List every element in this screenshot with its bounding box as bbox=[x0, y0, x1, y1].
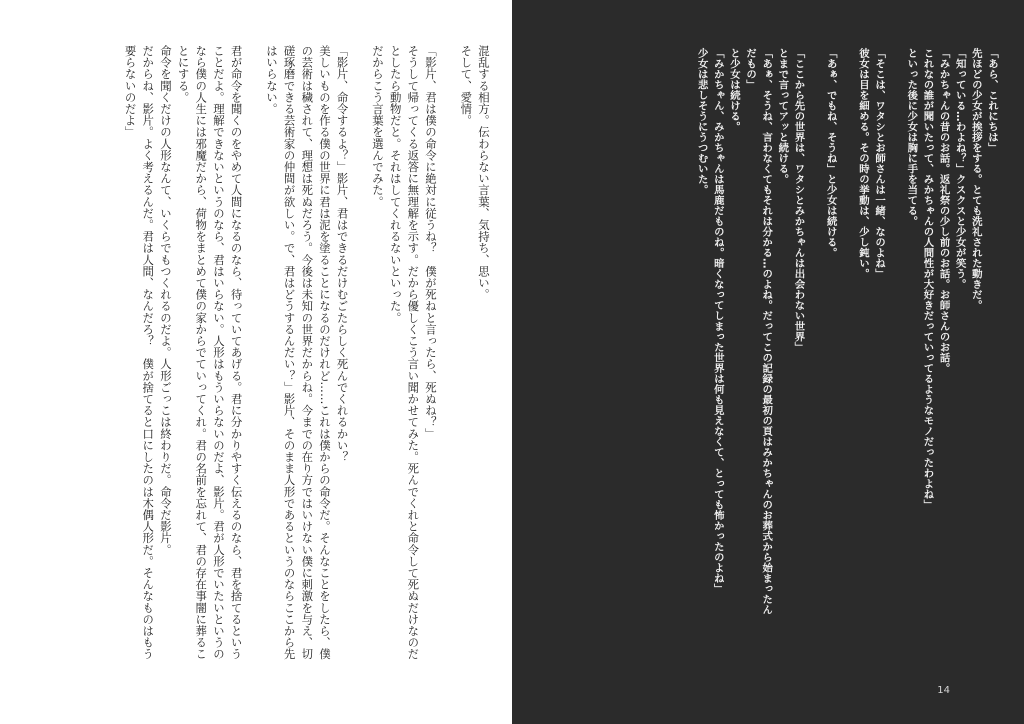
page-number: 14 bbox=[937, 685, 950, 696]
left-page-paragraph: 混乱する相方。伝わらない言葉、気持ち、思い。 bbox=[477, 45, 491, 301]
left-page-paragraph: そうして帰ってくる返答に無理解を示す。だから優しくこう言い聞かせてみた。死んでくれと命令して死ぬだけなのだとしたら動物だと。それはしてくれるないといった。 bbox=[388, 45, 421, 660]
right-page bbox=[512, 0, 1024, 724]
right-page-paragraph: 「みかちゃんの昔のお話。返礼祭の少し前のお話。お師さんのお話。 bbox=[937, 48, 950, 374]
left-page-paragraph bbox=[245, 45, 263, 665]
left-page-paragraph: 「影片、命令するよ？」影片、君はできるだけむごたらしく死んでくれるかい？ bbox=[335, 45, 350, 463]
right-page-paragraph: 彼女は目を細める。その時の挙動は、少し鈍い。 bbox=[857, 48, 869, 279]
right-page-paragraph: 「そこは、ワタシとお師さんは一緒、なのよね」 bbox=[873, 48, 886, 279]
right-page-paragraph: 「あぁ、そうね、言わなくてもそれは分かる…のよね。だってこの記録の最初の頁はみかちゃんのお葬式から始まったんだもの」 bbox=[744, 48, 773, 615]
right-page-paragraph: 「知っている…わよね？」クスクスと少女が笑う。 bbox=[953, 48, 966, 290]
right-page-paragraph: 先ほどの少女が挨拶をする。とても洗礼された動きだ。 bbox=[969, 48, 982, 311]
right-page-paragraph bbox=[887, 48, 903, 618]
right-page-paragraph: と少女は続ける。 bbox=[728, 48, 740, 132]
left-page-paragraph: だからね、影片。よく考えるんだ。君は人間、なんだろ？ 僕が捨てると口にしたのは木偶人形だ。そんなものはもう要らないのだよ」 bbox=[123, 45, 156, 660]
left-page-paragraph: そして、愛情。 bbox=[459, 45, 474, 127]
left-page-paragraph: 君が命令を聞くのをやめて人間になるのなら、待っていてあげる。君に分かりやすく伝えるのなら、君を捨てるということだよ。理解できないというのなら、君はいらない。人形はもういらないのだよ、影片。君が人形でいたいというのなら僕の人生には邪魔だから、荷物をまとめて僕の家からでていってくれ。君の名前を忘れて、君の存在事闇に葬ることにする。 bbox=[176, 45, 244, 660]
right-page-paragraph: 少女は悲しそうにうつむいた。 bbox=[695, 48, 708, 195]
right-page-paragraph: といった後に少女は胸に手を当てる。 bbox=[905, 48, 918, 227]
right-page-paragraph bbox=[807, 48, 823, 618]
left-page-text bbox=[121, 45, 492, 665]
left-page-paragraph bbox=[439, 45, 457, 665]
right-page-paragraph: とまで言ってアッと続ける。 bbox=[776, 48, 789, 185]
left-page-paragraph: 命令を聞くだけの人形なんて、いくらでもつくれるのだよ。人形ごっこは終わりだ。命令だ影片。 bbox=[158, 45, 173, 556]
right-page-paragraph bbox=[839, 48, 855, 618]
left-page-paragraph: だからこう言葉を選んでみた。 bbox=[370, 45, 385, 208]
right-page-paragraph: これなの誰が聞いたって、みかちゃんの人間性が大好きだっていってるようなモノだったわよね」 bbox=[921, 48, 934, 510]
right-page-paragraph: 「あら、これにちは」 bbox=[986, 48, 998, 153]
right-page-text bbox=[694, 48, 1000, 618]
right-page-paragraph: 「みかちゃん、みかちゃんは馬鹿だものね。暗くなってしまった世界は何も見えなくて、とっても怖かったのよね」 bbox=[711, 48, 724, 594]
right-page-paragraph: 「ここから先の世界は、ワタシとみかちゃんは出会わない世界」 bbox=[792, 48, 805, 353]
left-page-paragraph: 美しいものを作る僕の世界に君は泥を塗ることになるのだけれど……これは僕からの命令だ。そんなことをしたら、僕の芸術は穢されて、理想は死ぬだろう。今後は未知の世界だからね。今までの在り方ではいけない僕に刺激を与え、切磋琢磨できる芸術家の仲間が欲しい。で、君はどうするんだい？」影片、そのまま人形であるというのならここから先はいらない。 bbox=[264, 45, 332, 660]
right-page-paragraph: 「あぁ、でもね、そうね」と少女は続ける。 bbox=[824, 48, 837, 258]
left-page-paragraph: 「影片、君は僕の命令に絶対に従うね？ 僕が死ねと言ったら、死ぬね？」 bbox=[423, 45, 438, 440]
left-page-paragraph bbox=[351, 45, 369, 665]
